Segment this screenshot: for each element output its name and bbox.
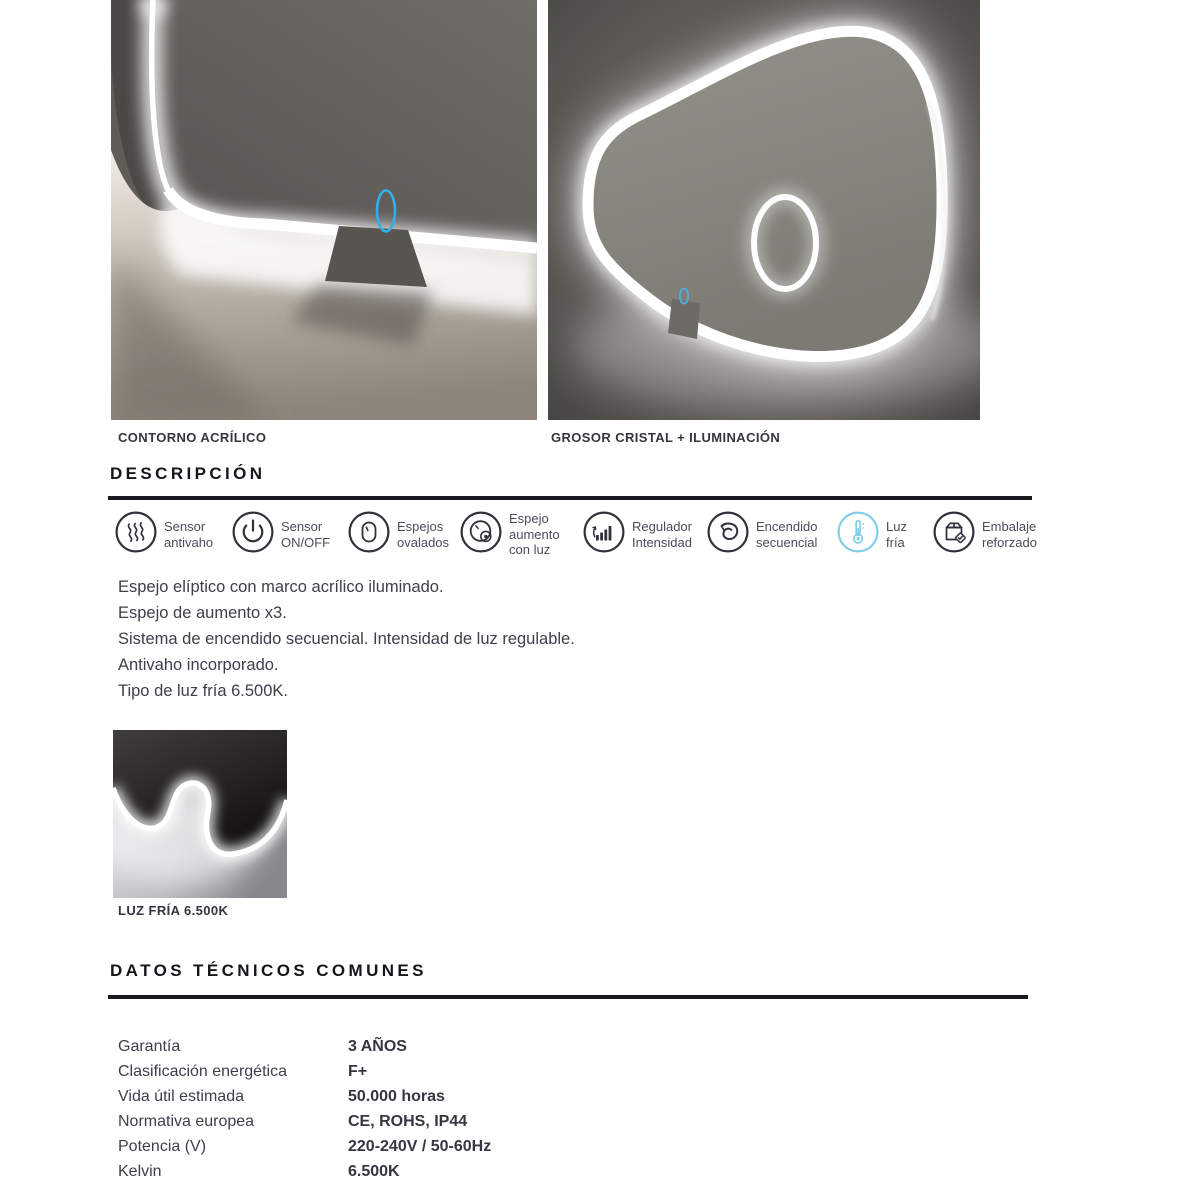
- spec-label: Garantía: [118, 1037, 181, 1055]
- feature-espejos-ovalados: [348, 511, 449, 558]
- description-section-title: DESCRIPCIÓN: [110, 464, 266, 483]
- sequential-start-icon: [707, 511, 749, 558]
- table-row: [118, 1034, 491, 1059]
- acrylic-contour-photo: [111, 0, 537, 420]
- magnifier-light-icon: [460, 511, 502, 558]
- feature-espejo-aumento: [460, 511, 560, 558]
- technical-section-title: DATOS TÉCNICOS COMUNES: [110, 961, 427, 980]
- cool-light-caption: LUZ FRÍA 6.500K: [118, 903, 229, 918]
- spec-value: 3 AÑOS: [348, 1037, 407, 1055]
- right-product-photo: [548, 0, 980, 420]
- feature-label: Regulador Intensidad: [632, 519, 692, 550]
- feature-embalaje-reforzado: [933, 511, 1037, 558]
- thermometer-icon: [837, 511, 879, 558]
- feature-label: Luz fría: [886, 519, 907, 550]
- technical-rule: [108, 995, 1028, 999]
- spec-label: Potencia (V): [118, 1137, 207, 1155]
- spec-value: 6.500K: [348, 1162, 400, 1180]
- feature-label: Espejos ovalados: [397, 519, 450, 550]
- right-photo-caption: GROSOR CRISTAL + ILUMINACIÓN: [551, 430, 781, 445]
- spec-value: CE, ROHS, IP44: [348, 1112, 468, 1130]
- feature-sensor-onoff: [232, 511, 330, 558]
- feature-label: Embalaje reforzado: [982, 519, 1037, 550]
- antifog-icon: [115, 511, 157, 558]
- paragraph-line: Sistema de encendido secuencial. Intensidad de luz regulable.: [118, 630, 575, 648]
- glass-thickness-photo: [548, 0, 980, 420]
- feature-label: Sensor antivaho: [164, 519, 214, 550]
- cool-light-detail-photo: [113, 730, 287, 898]
- paragraph-line: Espejo de aumento x3.: [118, 604, 287, 622]
- feature-encendido-secuencial: [707, 511, 817, 558]
- spec-value: 220-240V / 50-60Hz: [348, 1137, 492, 1155]
- feature-luz-fria: [837, 511, 907, 558]
- technical-table: [118, 1034, 491, 1184]
- spec-label: Normativa europea: [118, 1112, 255, 1130]
- feature-sensor-antivaho: [115, 511, 213, 558]
- paragraph-line: Antivaho incorporado.: [118, 656, 279, 674]
- spec-value: F+: [348, 1062, 368, 1080]
- description-paragraph: [118, 574, 575, 704]
- feature-regulador-intensidad: [583, 511, 692, 558]
- feature-label: Espejo aumento con luz: [509, 511, 560, 558]
- paragraph-line: Tipo de luz fría 6.500K.: [118, 682, 288, 700]
- table-row: [118, 1084, 491, 1109]
- paragraph-line: Espejo elíptico con marco acrílico iluminado.: [118, 578, 444, 596]
- spec-label: Kelvin: [118, 1162, 162, 1180]
- description-rule: [108, 496, 1032, 500]
- left-photo-caption: CONTORNO ACRÍLICO: [118, 430, 267, 445]
- table-row: [118, 1134, 491, 1159]
- oval-mirror-icon: [348, 511, 390, 558]
- spec-label: Clasificación energética: [118, 1062, 287, 1080]
- package-icon: [933, 511, 975, 558]
- feature-label: Encendido secuencial: [756, 519, 818, 550]
- table-row: [118, 1159, 491, 1184]
- table-row: [118, 1059, 491, 1084]
- feature-label: Sensor ON/OFF: [281, 519, 331, 550]
- power-icon: [232, 511, 274, 558]
- spec-value: 50.000 horas: [348, 1087, 445, 1105]
- spec-label: Vida útil estimada: [118, 1087, 244, 1105]
- intensity-dimmer-icon: [583, 511, 625, 558]
- table-row: [118, 1109, 491, 1134]
- left-product-photo: [111, 0, 537, 420]
